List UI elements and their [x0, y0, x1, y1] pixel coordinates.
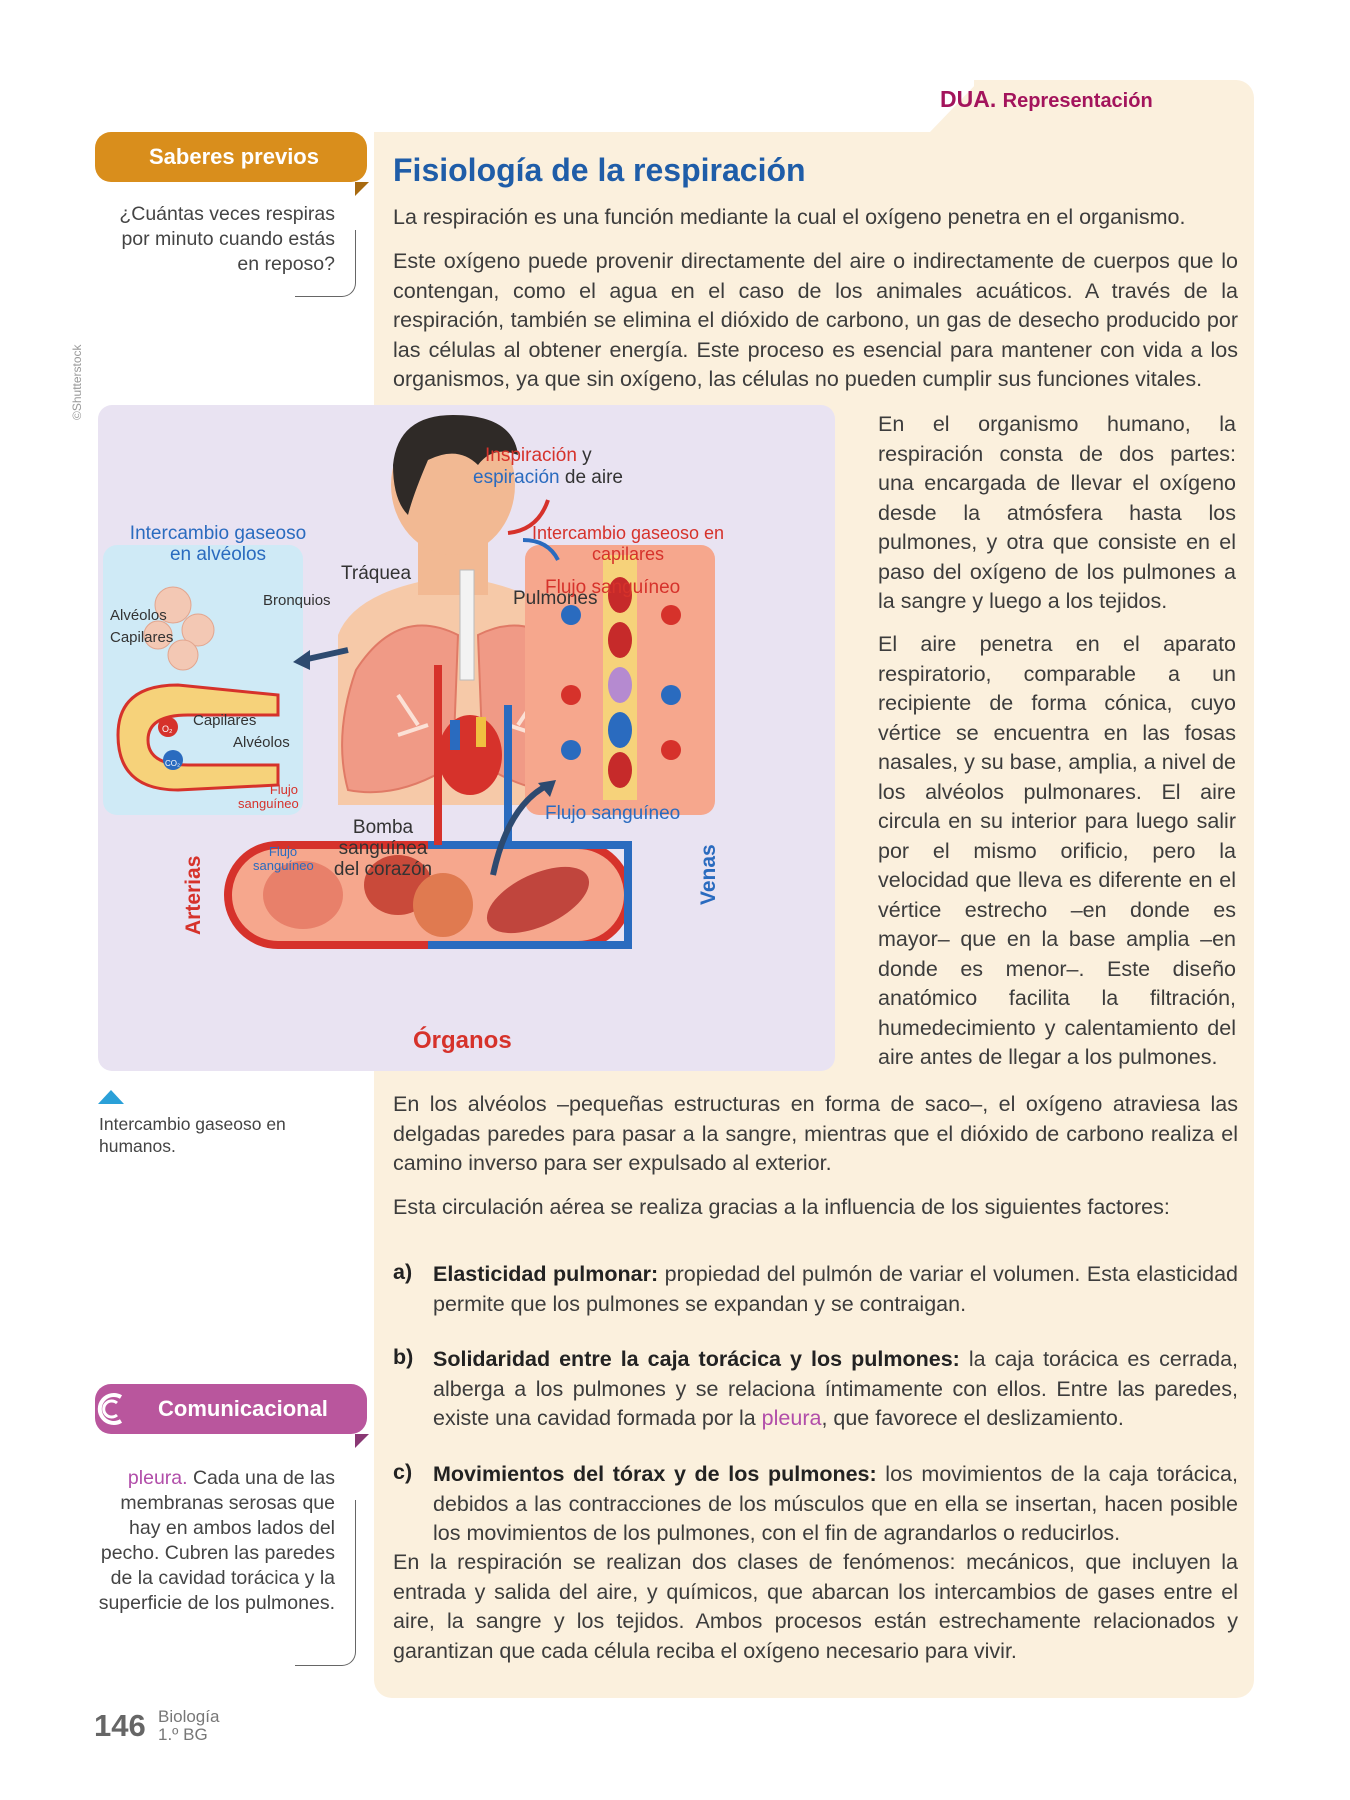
label-capilares-2: Capilares [193, 712, 257, 729]
intro-paragraph: La respiración es una función mediante la cual el oxígeno penetra en el organismo. [393, 205, 1186, 229]
factor-term: Elasticidad pulmonar: [433, 1262, 659, 1286]
dua-header [940, 86, 1153, 113]
saberes-title: Saberes previos [149, 144, 319, 169]
label-intercambio-capilares: Intercambio gaseoso en capilares [531, 523, 725, 564]
glossary-text: Cada una de las membranas serosas que hay en ambos lados del pecho. Cubren las paredes de la cavidad torácica y la superficie de los pulmones. [98, 1467, 335, 1614]
factor-text: propiedad del pulmón de variar el volumen. Esta elasticidad permite que los pulmones se expandan y se contraigan. [433, 1262, 1238, 1316]
label-flujo-bottom: Flujo sanguíneo [545, 803, 681, 824]
tab-fold [355, 1434, 369, 1448]
comunicacional-icon [93, 1391, 129, 1427]
factor-letter: a) [393, 1260, 413, 1284]
tab-fold [355, 182, 369, 196]
factor-c [393, 1460, 1238, 1549]
label-espiracion: espiración de aire [473, 467, 623, 488]
figure-illustration [98, 405, 835, 1071]
comunicacional-bracket [295, 1500, 356, 1666]
page-subject [158, 1708, 219, 1744]
page-title: Fisiología de la respiración [393, 152, 806, 188]
comunicacional-tab [95, 1384, 367, 1434]
glossary-term: pleura. [127, 1467, 188, 1489]
label-flujo-top: Flujo sanguíneo [545, 577, 681, 598]
label-alveolos: Alvéolos [110, 607, 167, 624]
paragraph-5: Esta circulación aérea se realiza gracias a la influencia de los siguientes factores: [393, 1195, 1170, 1219]
panel-notch [374, 80, 974, 132]
factor-a [393, 1260, 1238, 1319]
subject: Biología [158, 1707, 220, 1726]
label-arterias: Arterias [182, 855, 205, 935]
label-traquea: Tráquea [341, 563, 412, 584]
factor-b [393, 1345, 1238, 1434]
factor-text-after: , que favorece el deslizamiento. [821, 1406, 1124, 1430]
caption-triangle-icon [98, 1090, 124, 1104]
page-number: 146 [94, 1708, 146, 1743]
factor-text: la caja torácica es cerrada, alberga a los pulmones y se relaciona íntimamente con ellos. Entre las paredes, existe una cavidad formada por la [433, 1347, 1238, 1430]
factor-letter: c) [393, 1460, 413, 1484]
saberes-question: ¿Cuántas veces respiras por minuto cuando estás en reposo? [119, 203, 335, 275]
factor-text: los movimientos de la caja torácica, debidos a las contracciones de los músculos que en ella se insertan, hacen posible los movimientos de los pulmones, con el fin de agrandarlos o reducirlos. [433, 1462, 1238, 1545]
dua-sub: Representación [1002, 90, 1153, 112]
paragraph-2: En el organismo humano, la respiración consta de dos partes: una encargada de llevar el oxígeno desde la atmósfera hasta los pulmones, y otra que consiste en el paso del oxígeno de los pulmones a la sangre y luego a los tejidos. [878, 412, 1236, 613]
paragraph-1: Este oxígeno puede provenir directamente del aire o indirectamente de cuerpos que lo contengan, como el agua en el caso de los animales acuáticos. A través de la respiración, también se elimina el dióxido de carbono, un gas de desecho producido por las células al obtener energía. Este proceso es esencial para mantener con vida a los organismos, ya que sin oxígeno, las células no pueden cumplir sus funciones vitales. [393, 249, 1238, 391]
paragraph-3: El aire penetra en el aparato respiratorio, comparable a un recipiente de forma cónica, cuyo vértice se encuentra en las fosas nasales, y su base, amplia, a nivel de los alvéolos pulmonares. El aire circula en su interior para luego salir por el mismo orificio, pero la velocidad que lleva es diferente en el vértice estrecho –en donde es mayor– que en la base amplia –en donde es menor–. Este diseño anatómico facilita la filtración, humedecimiento y calentamiento del aire antes de llegar a los pulmones. [878, 632, 1236, 1069]
copyright: ©Shutterstock [70, 344, 84, 420]
label-capilares: Capilares [110, 629, 174, 646]
label-co2: CO₂ [165, 759, 181, 768]
paragraph-4: En los alvéolos –pequeñas estructuras en forma de saco–, el oxígeno atraviesa las delgadas paredes para pasar a la sangre, mientras que el dióxido de carbono realiza el camino inverso para ser expulsado al exterior. [393, 1092, 1238, 1175]
grade: 1.º BG [158, 1725, 208, 1744]
factor-term: Movimientos del tórax y de los pulmones: [433, 1462, 877, 1486]
figure-caption: Intercambio gaseoso en humanos. [99, 1114, 286, 1156]
label-flujo-2: Flujo sanguíneo [253, 844, 314, 873]
label-pulmones: Pulmones [513, 588, 598, 609]
saberes-bracket [295, 230, 356, 297]
label-flujo-1: Flujo sanguíneo [238, 782, 299, 811]
label-bronquios: Bronquios [263, 592, 331, 609]
pleura-highlight: pleura [761, 1406, 822, 1430]
label-bomba: Bomba sanguínea del corazón [333, 817, 433, 880]
paragraph-6: En la respiración se realizan dos clases de fenómenos: mecánicos, que incluyen la entrada y salida del aire, y químicos, que abarcan los intercambios de gases entre el aire, la sangre y los tejidos. Ambos procesos están estrechamente relacionados y garantizan que cada célula reciba el oxígeno necesario para vivir. [393, 1550, 1238, 1663]
factor-letter: b) [393, 1345, 414, 1369]
label-o2: O₂ [162, 724, 173, 734]
label-inspiracion: Inspiración y [485, 445, 592, 466]
respiration-figure [98, 405, 835, 1071]
saberes-previos-tab [95, 132, 367, 182]
dua-label: DUA. [940, 86, 997, 112]
label-intercambio-alveolos: Intercambio gaseoso en alvéolos [129, 523, 307, 565]
comunicacional-title: Comunicacional [158, 1396, 328, 1421]
label-alveolos-2: Alvéolos [233, 734, 290, 751]
factor-term: Solidaridad entre la caja torácica y los pulmones: [433, 1347, 960, 1371]
label-organos: Órganos [413, 1027, 512, 1054]
label-venas: Venas [697, 844, 720, 905]
